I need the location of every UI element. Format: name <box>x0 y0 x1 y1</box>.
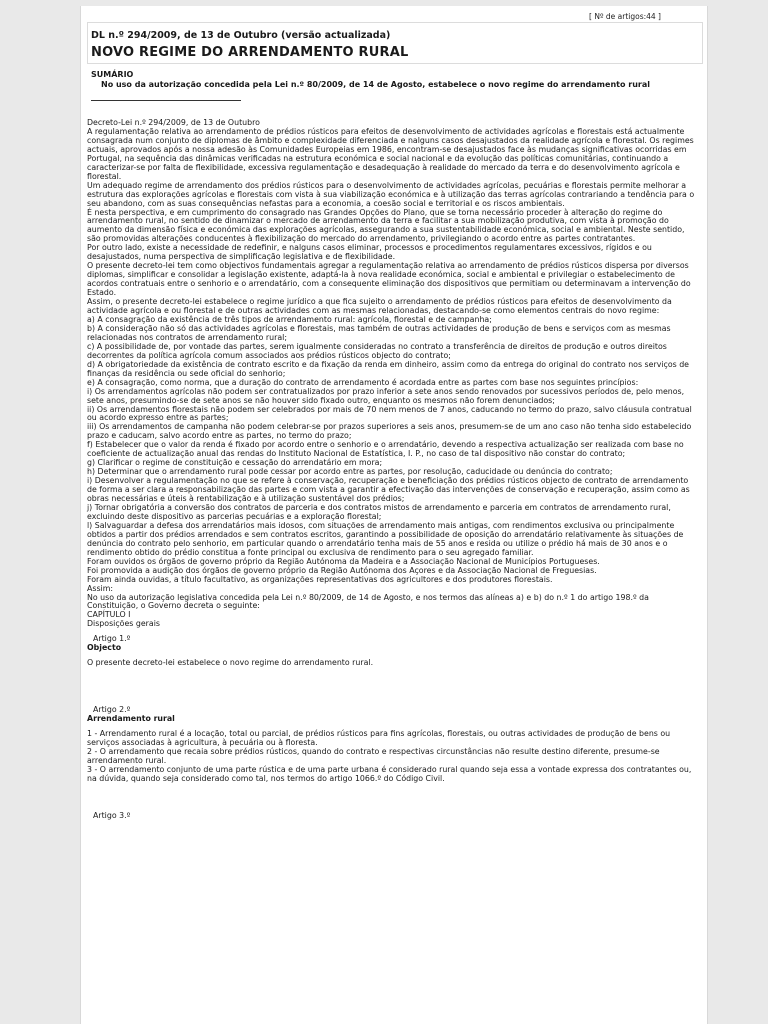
preamble-list-item: ii) Os arrendamentos florestais não podem ser celebrados por mais de 70 nem menos de 7 anos, caducando no termo do prazo, salvo cláusula contratual ou acordo expresso entre as partes; <box>87 404 692 423</box>
preamble-heading: Decreto-Lei n.º 294/2009, de 13 de Outubro <box>87 118 260 127</box>
preamble-list-item: g) Clarificar o regime de constituição e cessação do arrendatário em mora; <box>87 458 383 468</box>
article-2-paragraph: 1 - Arrendamento rural é a locação, total ou parcial, de prédios rústicos para fins agrícolas, florestais, ou outras actividades de produção de bens ou serviços associadas à agricultura, à pecuária ou à floresta. <box>87 729 671 748</box>
preamble-paragraph: A regulamentação relativa ao arrendamento de prédios rústicos para efeitos de desenvolvimento de actividades agrícolas e florestais está actualmente consagrada num conjunto de diplomas de âmbito e complexidade diferenciada e nalguns casos desajustados da realidade agrícola e florestal. Os regimes actuais, aprovados após a nossa adesão às Comunidades Europeias em 1986, encontram-se desajustados face às mudanças significativas ocorridas em Portugal, na sequência das dinâmicas verificadas na estrutura económica e social nacional e da evolução das políticas comunitárias, continuando a caracterizar-se por falta de flexibilidade, excessiva regulamentação e desadequação à realidade do mercado da terra e do desenvolvimento agrícola e florestal. <box>87 126 694 181</box>
page-title: NOVO REGIME DO ARRENDAMENTO RURAL <box>91 45 409 60</box>
preamble-paragraph: Foi promovida a audição dos órgãos de governo próprio da Região Autónoma dos Açores e da Associação Nacional de Freguesias. <box>87 565 597 575</box>
article-1-paragraph: O presente decreto-lei estabelece o novo regime do arrendamento rural. <box>87 658 374 668</box>
article-3-number: Artigo 3.º <box>93 810 131 820</box>
preamble-paragraph: Assim, o presente decreto-lei estabelece o regime jurídico a que fica sujeito o arrendamento de prédios rústicos para efeitos de desenvolvimento da actividade agrícola e ou florestal e de outras actividades com as mesmas relacionadas, destacando-se como elementos centrais do novo regime: <box>87 297 672 316</box>
preamble-list-item: c) A possibilidade de, por vontade das partes, serem igualmente consideradas no contrato a transferência de direitos de produção e outros direitos decorrentes da política agrícola comum associados aos prédios rústicos objecto do contrato; <box>87 341 667 360</box>
preamble-list-item: l) Salvaguardar a defesa dos arrendatários mais idosos, com situações de arrendamento mais antigas, com rendimentos exclusiva ou principalmente obtidos a partir dos prédios arrendados e sem contratos escritos, garantindo a possibilidade de oposição do arrendatário relativamente às situações de denúncia do contrato pelo senhorio, em particular quando o arrendatário tenha mais de 55 anos e resida ou utilize o prédio há mais de 30 anos e o rendimento obtido do prédio constitua a fonte principal ou exclusiva de rendimento para o seu agregado familiar. <box>87 520 684 557</box>
preamble-paragraph: Assim: <box>87 583 114 593</box>
document-body <box>87 119 699 821</box>
decree-title: DL n.º 294/2009, de 13 de Outubro (versão actualizada) <box>91 30 391 41</box>
preamble-paragraph: Um adequado regime de arrendamento dos prédios rústicos para o desenvolvimento de actividades agrícolas, pecuárias e florestais permite melhorar a estrutura das explorações agrícolas e florestais com vista à sua viabilização económica e à utilização das terras agrícolas contrariando a tendência para o seu abandono, com as suas consequências nefastas para a economia, a coesão social e territorial e os riscos ambientais. <box>87 180 695 208</box>
preamble-list-item: iii) Os arrendamentos de campanha não podem celebrar-se por prazos superiores a seis anos, presumem-se de um ano caso não tenha sido estabelecido prazo e caducam, salvo acordo entre as partes, no termo do prazo; <box>87 422 692 441</box>
article-2-number: Artigo 2.º <box>93 705 131 715</box>
article-1-number: Artigo 1.º <box>93 634 131 644</box>
preamble-paragraph: Foram ainda ouvidas, a título facultativo, as organizações representativas dos agricultores e dos produtores florestais. <box>87 574 553 584</box>
preamble-list-item: i) Os arrendamentos agrícolas não podem ser contratualizados por prazo inferior a sete anos sendo renovados por sucessivos períodos de, pelo menos, sete anos, presumindo-se de sete anos se não houver sido fixado outro, enquanto os mesmos não forem denunciados; <box>87 386 685 405</box>
preamble-paragraph: O presente decreto-lei tem como objectivos fundamentais agregar a regulamentação relativa ao arrendamento de prédios rústicos dispersa por diversos diplomas, simplificar e consolidar a legislação existente, adaptá-la à nova realidade económica, social e ambiental e privilegiar o estabelecimento de acordos contratuais entre o senhorio e o arrendatário, com a consequente eliminação dos dispositivos que permitiam ou determinavam a intervenção do Estado. <box>87 261 691 298</box>
preamble-list-item: d) A obrigatoriedade da existência de contrato escrito e da fixação da renda em dinheiro, assim como da entrega do original do contrato nos serviços de finanças da residência ou sede oficial do senhorio; <box>87 359 690 378</box>
chapter-number: CAPÍTULO I <box>87 610 131 620</box>
preamble-list-item: a) A consagração da existência de três tipos de arrendamento rural: agrícola, florestal e de campanha; <box>87 314 492 324</box>
preamble-paragraph: Por outro lado, existe a necessidade de redefinir, e nalguns casos eliminar, processos e procedimentos regulamentares excessivos, rígidos e ou desajustados, numa perspectiva de simplificação legislativa e de flexibilidade. <box>87 243 652 262</box>
document-page <box>80 6 708 1024</box>
article-1-title: Objecto <box>87 643 122 653</box>
article-2-paragraph: 3 - O arrendamento conjunto de uma parte rústica e de uma parte urbana é considerado rural quando seja essa a vontade expressa dos contratantes ou, na dúvida, quando seja considerado como tal, nos termos do artigo 1066.º do Código Civil. <box>87 764 692 783</box>
summary-divider <box>91 100 241 101</box>
article-count: [ Nº de artigos:44 ] <box>589 12 661 21</box>
article-2-paragraph: 2 - O arrendamento que recaia sobre prédios rústicos, quando do contrato e respectivas circunstâncias não resulte destino diferente, presume-se arrendamento rural. <box>87 747 660 765</box>
summary-text: No uso da autorização concedida pela Lei n.º 80/2009, de 14 de Agosto, estabelece o novo regime do arrendamento rural <box>101 80 650 89</box>
chapter-title: Disposições gerais <box>87 619 160 629</box>
summary-label: SUMÁRIO <box>91 70 134 79</box>
article-2-title: Arrendamento rural <box>87 714 175 724</box>
preamble-list-item: f) Estabelecer que o valor da renda é fixado por acordo entre o senhorio e o arrendatário, devendo a respectiva actualização ser realizada com base no coeficiente de actualização anual das rendas do Instituto Nacional de Estatística, I. P., no caso de tal dispositivo não constar do contrato; <box>87 440 684 459</box>
preamble-list-item: i) Desenvolver a regulamentação no que se refere à conservação, recuperação e beneficiação dos prédios rústicos objecto de contrato de arrendamento de forma a ser clara a responsabilização das partes e com vista a garantir a efectivação das intervenções de conservação e recuperação, assim como as obras necessárias e úteis à rentabilização e à utilização sustentável dos prédios; <box>87 476 690 504</box>
preamble-paragraph: No uso da autorização legislativa concedida pela Lei n.º 80/2009, de 14 de Agosto, e nos termos das alíneas a) e b) do n.º 1 do artigo 198.º da Constituição, o Governo decreta o seguinte: <box>87 592 649 611</box>
preamble-paragraph: É nesta perspectiva, e em cumprimento do consagrado nas Grandes Opções do Plano, que se torna necessário proceder à alteração do regime do arrendamento rural, no sentido de dinamizar o mercado de arrendamento da terra e facilitar a sua mobilização produtiva, com vista à promoção do aumento da dimensão física e económica das explorações agrícolas, assegurando a sua sustentabilidade económica, social e ambiental. Neste sentido, são promovidas alterações conducentes à flexibilização do mercado do arrendamento, privilegiando o acordo entre as partes contratantes. <box>87 207 685 244</box>
preamble-list-item: e) A consagração, como norma, que a duração do contrato de arrendamento é acordada entre as partes com base nos seguintes princípios: <box>87 377 639 387</box>
preamble-list-item: j) Tornar obrigatória a conversão dos contratos de parceria e dos contratos mistos de arrendamento e parceria em contratos de arrendamento rural, excluindo deste dispositivo as parcerias pecuárias e a exploração florestal; <box>87 502 671 521</box>
preamble-list-item: b) A consideração não só das actividades agrícolas e florestais, mas também de outras actividades de produção de bens e serviços com as mesmas relacionadas nos contratos de arrendamento rural; <box>87 323 671 342</box>
preamble-paragraph: Foram ouvidos os órgãos de governo próprio da Região Autónoma da Madeira e a Associação Nacional de Municípios Portugueses. <box>87 556 600 566</box>
preamble-list-item: h) Determinar que o arrendamento rural pode cessar por acordo entre as partes, por resolução, caducidade ou denúncia do contrato; <box>87 467 613 477</box>
